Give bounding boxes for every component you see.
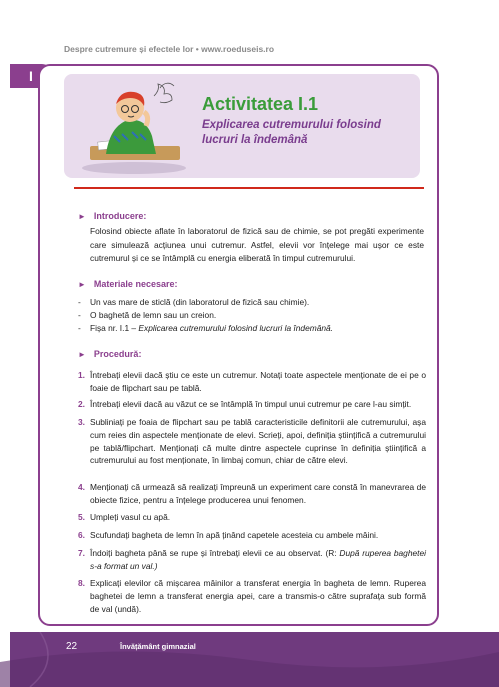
procedure-heading — [78, 349, 141, 359]
intro-heading — [78, 211, 146, 221]
page-number: 22 — [66, 641, 78, 652]
procedure-step: 8. Explicați elevilor că mișcarea mâinilor a transferat energia în bagheta de lemn. Ruperea baghetei de lemn a transferat energia apei, care a transmis-o către suprafața sub formă de val (undă). — [78, 578, 426, 614]
procedure-step: 1. Întrebați elevii dacă știu ce este un cutremur. Notați toate aspectele menționate de ei pe o foaie de flipchart sau pe tablă. — [78, 370, 426, 393]
bullet-arrow-icon: ► — [78, 212, 86, 221]
footer-label: Învățământ gimnazial — [120, 642, 196, 651]
intro-paragraph: Folosind obiecte aflate în laboratorul de fizică sau de chimie, se pot pregăti experimente care simulează acțiunea unui cutremur. Astfel, elevii vor înțelege mai ușor ce este cutremurul și ce se întâmplă cu energia eliberată în timpul cutremurului. — [90, 226, 424, 263]
procedure-step: 3. Subliniați pe foaia de flipchart sau pe tablă caracteristicile definitorii ale cutremurului, așa cum reies din aspectele menționate de elevi. Scrieți, apoi, definiția științifică a cutremurului pe tablă/flipchart. Menționați că multe dintre aspectele cuprinse în definiția științifică a cutremurului au fost menționate, în limbaj comun, chiar de către elevi. — [78, 417, 426, 466]
materials-heading — [78, 279, 177, 289]
procedure-step: 5. Umpleți vasul cu apă. — [78, 512, 171, 522]
materials-item: - Fișa nr. I.1 – Explicarea cutremurului folosind lucruri la îndemână. — [78, 323, 334, 333]
materials-item: - O baghetă de lemn sau un creion. — [78, 310, 217, 320]
thinking-student-illustration — [70, 76, 198, 176]
procedure-step: 4. Menționați că urmează să realizați împreună un experiment care constă în manevrarea de obiecte fizice, pentru a înțelege producerea unui fenomen. — [78, 482, 426, 505]
bullet-arrow-icon: ► — [78, 280, 86, 289]
materials-item: - Un vas mare de sticlă (din laboratorul de fizică sau chimie). — [78, 297, 310, 307]
activity-subtitle: Explicarea cutremurului folosind lucruri la îndemână — [202, 119, 381, 146]
running-header: Despre cutremure și efectele lor • www.roeduseis.ro — [64, 44, 275, 54]
intro-heading-label: Introducere: — [93, 211, 147, 221]
materials-heading-label: Materiale necesare: — [93, 279, 178, 289]
section-divider — [74, 187, 424, 189]
bullet-arrow-icon: ► — [78, 350, 86, 359]
procedure-heading-label: Procedură: — [93, 349, 142, 359]
chapter-tab: I — [10, 64, 52, 88]
activity-title: Activitatea I.1 — [202, 94, 319, 114]
procedure-step: 6. Scufundați bagheta de lemn în apă ținând capetele acesteia cu ambele mâini. — [78, 530, 379, 540]
procedure-step: 7. Îndoiți bagheta până se rupe și întrebați elevii ce au observat. (R: După ruperea baghetei s-a format un val.) — [78, 548, 426, 571]
procedure-step: 2. Întrebați elevii dacă au văzut ce se întâmplă în timpul unui cutremur pe care l-au simțit. — [78, 399, 412, 409]
